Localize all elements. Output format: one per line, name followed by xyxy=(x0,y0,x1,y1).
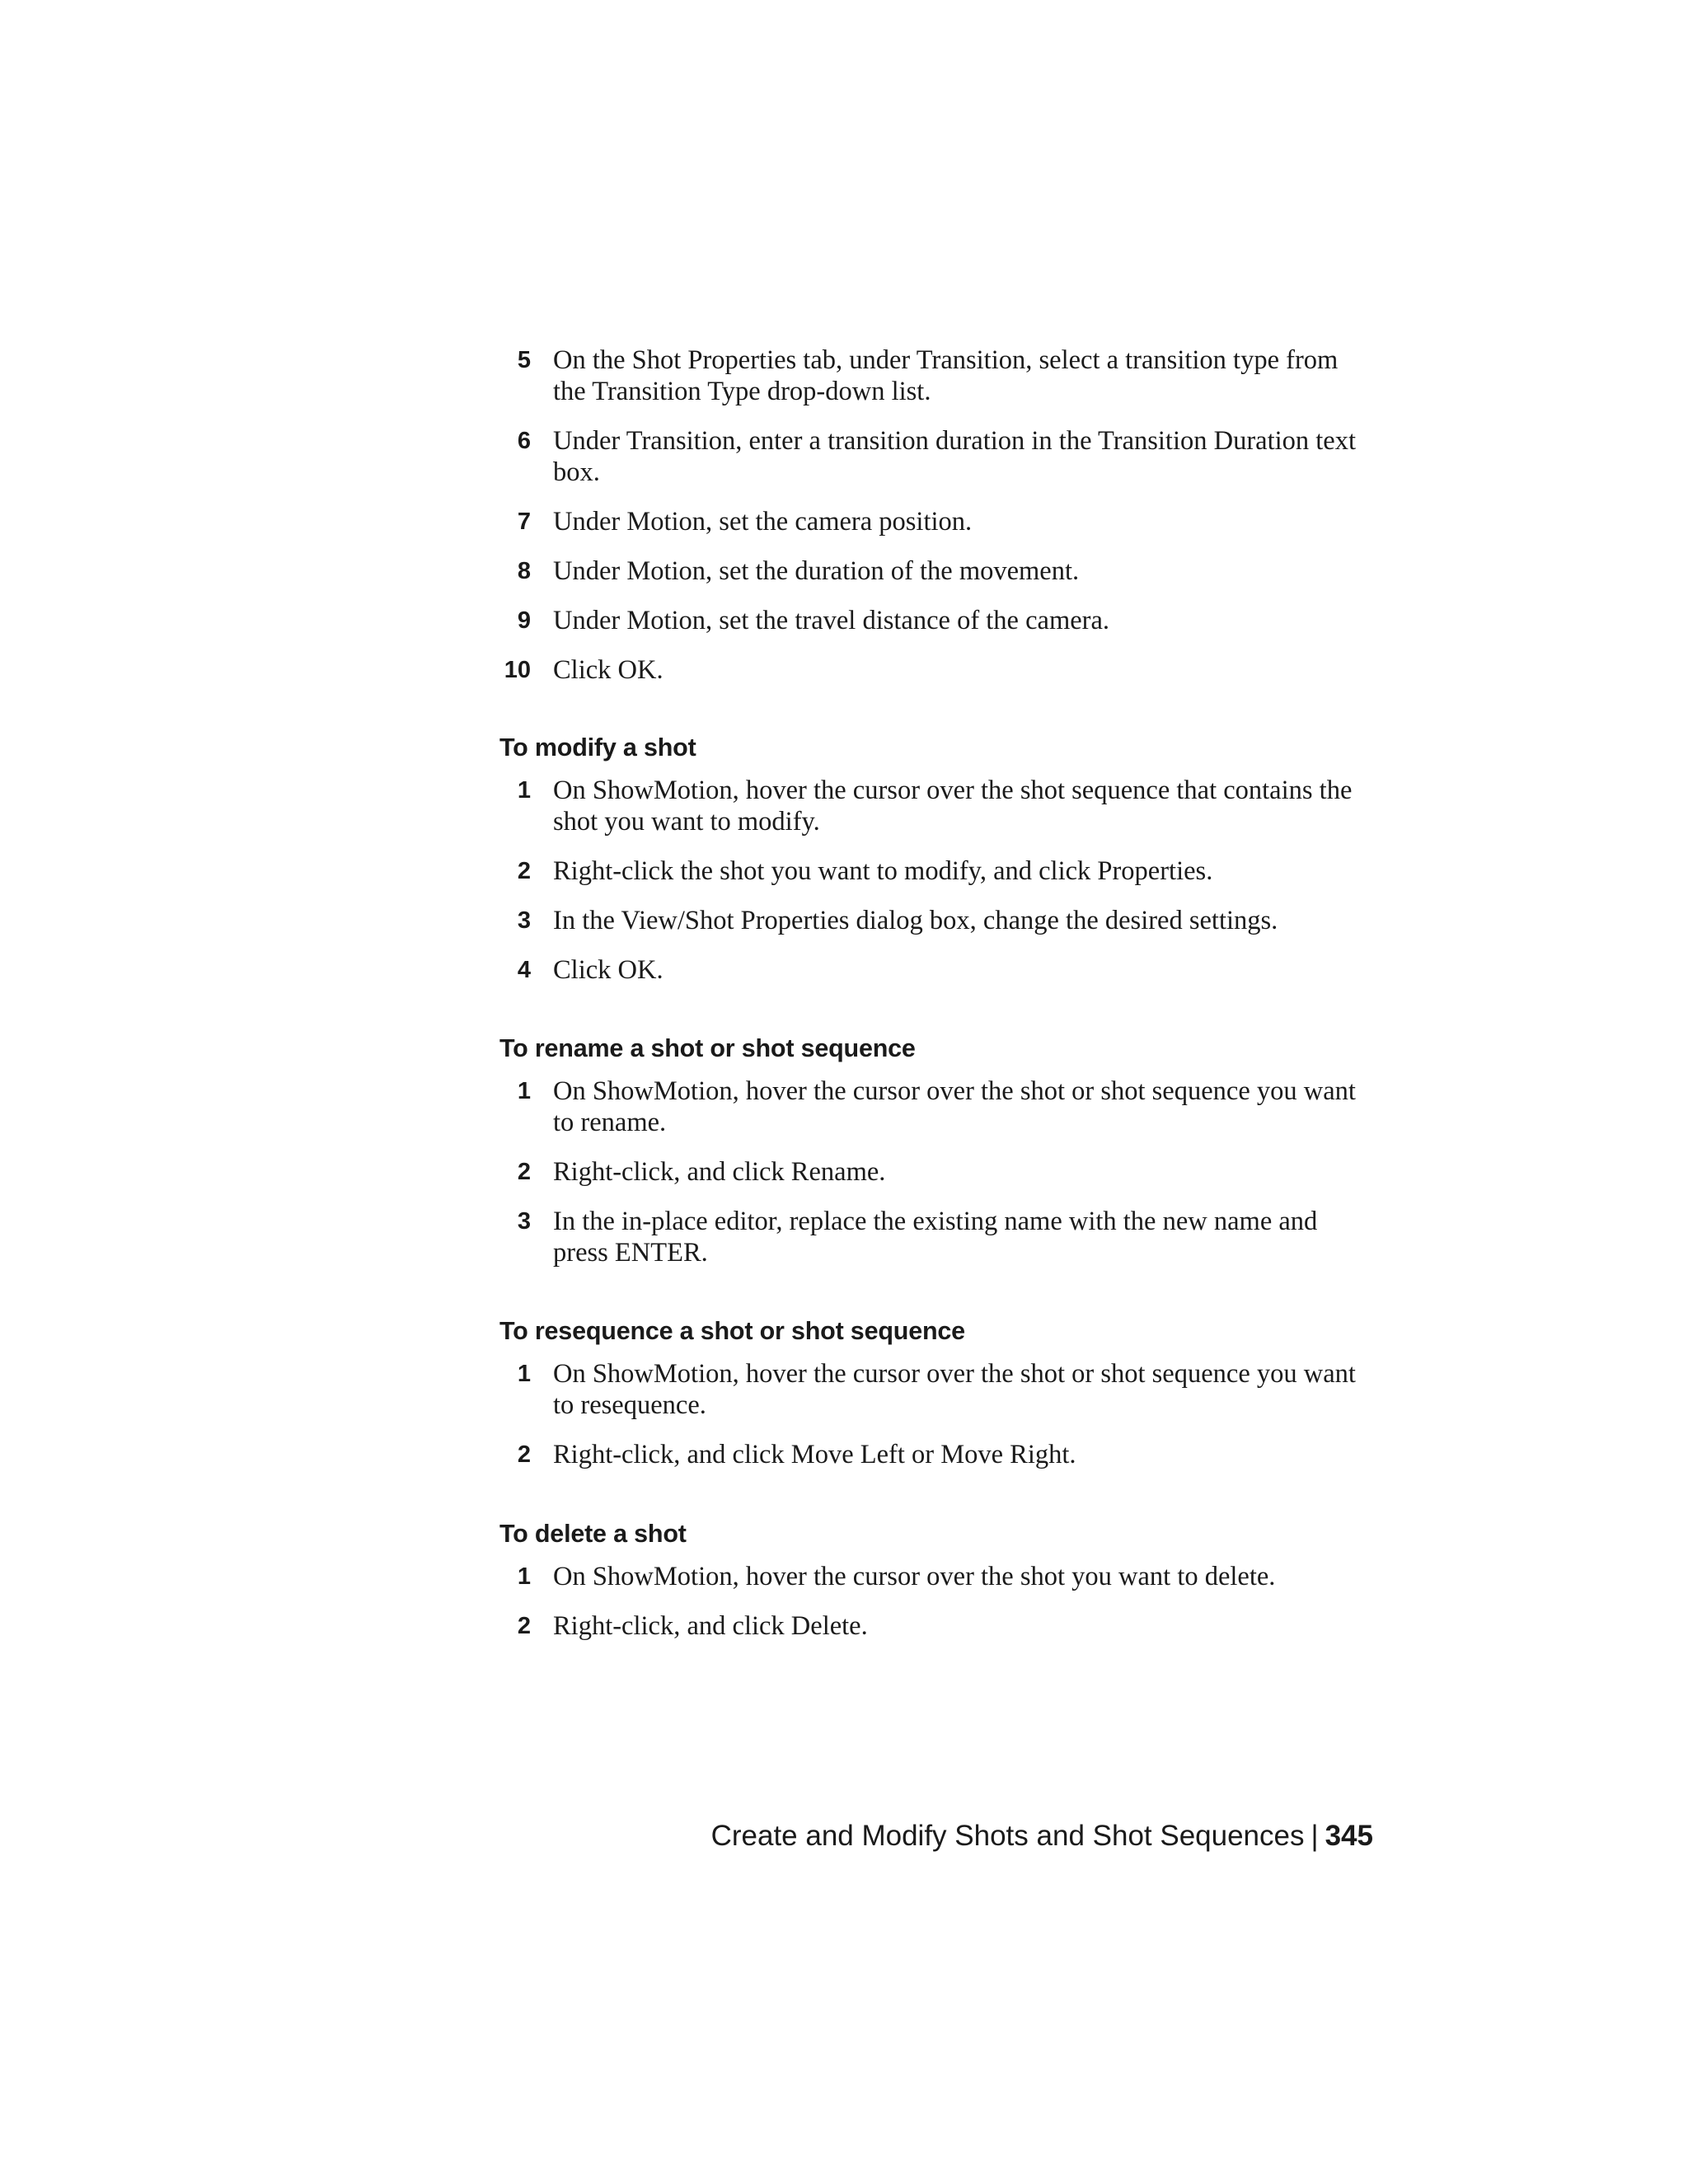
step-text: Under Motion, set the travel distance of the camera. xyxy=(553,606,1110,635)
step-text: In the in-place editor, replace the existing name with the new name and press ENTER. xyxy=(553,1207,1318,1268)
step-text: Right-click, and click Move Left or Move Right. xyxy=(553,1440,1076,1469)
step-item xyxy=(499,1561,1373,1592)
rename-steps-list xyxy=(499,1076,1373,1268)
step-number: 1 xyxy=(517,1563,531,1590)
step-number: 7 xyxy=(517,509,531,535)
step-text: On ShowMotion, hover the cursor over the shot you want to delete. xyxy=(553,1562,1276,1591)
step-item xyxy=(499,1156,1373,1188)
delete-steps-list xyxy=(499,1561,1373,1642)
intro-steps-section xyxy=(499,344,1373,704)
step-number: 2 xyxy=(517,858,531,884)
section-heading: To modify a shot xyxy=(499,733,696,762)
step-item xyxy=(499,1358,1373,1421)
page-number: 345 xyxy=(1325,1820,1373,1852)
footer-title: Create and Modify Shots and Shot Sequences xyxy=(710,1820,1305,1852)
step-text: Under Transition, enter a transition duration in the Transition Duration text box. xyxy=(553,426,1357,487)
step-text: On ShowMotion, hover the cursor over the shot or shot sequence you want to rename. xyxy=(553,1076,1356,1137)
section-heading: To resequence a shot or shot sequence xyxy=(499,1317,965,1345)
section-heading: To rename a shot or shot sequence xyxy=(499,1034,916,1062)
rename-shot-section xyxy=(499,1033,1373,1286)
modify-shot-section xyxy=(499,732,1373,1004)
step-item xyxy=(499,954,1373,986)
step-item xyxy=(499,344,1373,407)
step-text: Right-click, and click Delete. xyxy=(553,1611,868,1641)
step-text: Under Motion, set the duration of the movement. xyxy=(553,556,1080,586)
step-number: 3 xyxy=(517,907,531,934)
step-text: In the View/Shot Properties dialog box, change the desired settings. xyxy=(553,906,1278,935)
step-item xyxy=(499,905,1373,936)
step-item xyxy=(499,775,1373,837)
resequence-shot-section xyxy=(499,1315,1373,1488)
step-item xyxy=(499,506,1373,537)
step-text: Under Motion, set the camera position. xyxy=(553,507,973,537)
step-item xyxy=(499,1076,1373,1138)
footer-separator: | xyxy=(1311,1820,1319,1852)
step-item xyxy=(499,654,1373,686)
step-number: 2 xyxy=(517,1159,531,1185)
delete-shot-section xyxy=(499,1518,1373,1660)
modify-steps-list xyxy=(499,775,1373,986)
step-text: Right-click, and click Rename. xyxy=(553,1157,886,1187)
section-heading: To delete a shot xyxy=(499,1520,687,1548)
step-number: 10 xyxy=(504,657,531,683)
step-number: 4 xyxy=(517,957,531,983)
step-number: 1 xyxy=(517,1078,531,1104)
step-text: On ShowMotion, hover the cursor over the shot sequence that contains the shot you want to modify. xyxy=(553,776,1353,837)
step-number: 3 xyxy=(517,1208,531,1235)
step-item xyxy=(499,605,1373,636)
step-item xyxy=(499,1610,1373,1642)
step-text: Click OK. xyxy=(553,655,663,685)
step-item xyxy=(499,1439,1373,1470)
step-number: 9 xyxy=(517,607,531,634)
step-item xyxy=(499,1206,1373,1268)
intro-steps-list xyxy=(499,344,1373,686)
step-number: 6 xyxy=(517,428,531,454)
step-number: 5 xyxy=(517,347,531,373)
step-number: 2 xyxy=(517,1441,531,1468)
step-text: Right-click the shot you want to modify, and click Properties. xyxy=(553,856,1213,886)
step-number: 1 xyxy=(517,1361,531,1387)
step-text: On the Shot Properties tab, under Transition, select a transition type from the Transition Type drop-down list. xyxy=(553,345,1339,406)
step-number: 8 xyxy=(517,558,531,584)
step-number: 1 xyxy=(517,777,531,804)
step-number: 2 xyxy=(517,1613,531,1639)
step-text: On ShowMotion, hover the cursor over the shot or shot sequence you want to resequence. xyxy=(553,1359,1356,1420)
resequence-steps-list xyxy=(499,1358,1373,1470)
page-footer xyxy=(711,1818,1373,1854)
step-text: Click OK. xyxy=(553,955,663,985)
step-item xyxy=(499,425,1373,488)
step-item xyxy=(499,555,1373,587)
step-item xyxy=(499,855,1373,887)
